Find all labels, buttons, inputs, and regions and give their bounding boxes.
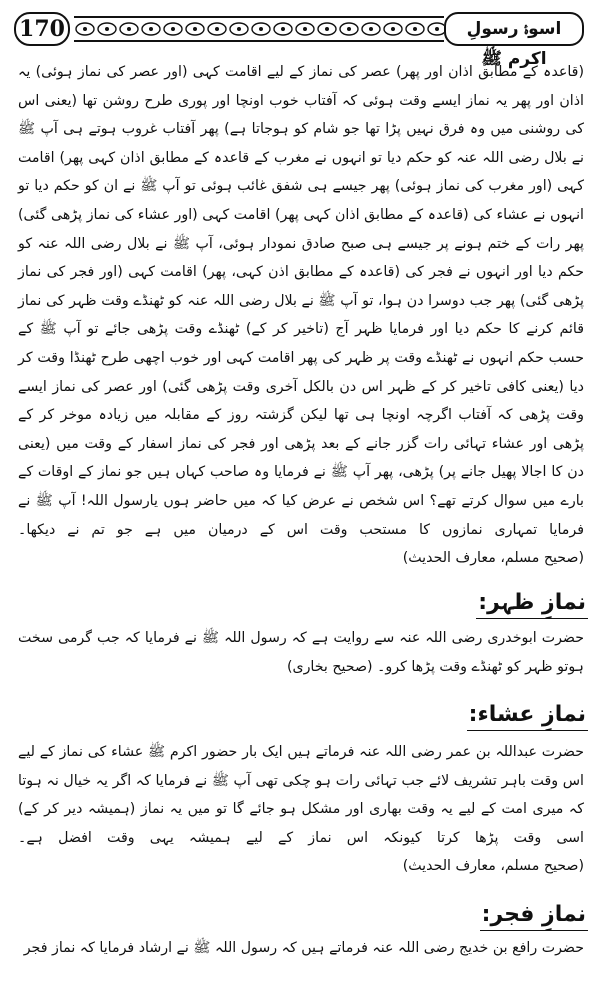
paragraph-isha-text: حضرت عبداللہ بن عمر رضی اللہ عنہ فرماتے ہیں ایک بار حضور اکرم ﷺ عشاء کی نماز کے لیے اس وقت باہر تشریف لائے جب تہائی رات ہو چکی تھی آپ ﷺ نے فرمایا کہ اگر یہ خیال نہ ہوتا کہ میری امت کے لیے یہ وقت بھاری اور مشکل ہو جائے گا تو میں یہ نماز (ہمیشہ دیر کر کے) اسی وقت پڑھا کرتا کیونکہ اس نماز کے لیے ہمیشہ یہی وقت افضل ہے۔ — [18, 744, 584, 846]
main-paragraph-source: (صحیح مسلم، معارف الحدیث) — [402, 550, 584, 567]
main-paragraph — [18, 58, 584, 573]
heading-zuhr: نمازِ ظہر: — [476, 588, 588, 619]
paragraph-zuhr-text: حضرت ابوخدری رضی اللہ عنہ سے روایت ہے کہ رسول اللہ ﷺ نے فرمایا کہ جب گرمی سخت ہوتو ظہر کو ٹھنڈے وقت پڑھا کرو۔ — [18, 630, 584, 675]
page-number: 170 — [14, 12, 70, 46]
header-ornament — [74, 16, 444, 42]
heading-isha: نمازِ عشاء: — [467, 700, 588, 731]
paragraph-isha-source: (صحیح مسلم، معارف الحدیث) — [402, 858, 584, 875]
page-header — [14, 12, 584, 69]
running-title: اسوۂ رسولِ اکرم ﷺ — [444, 12, 584, 46]
ornament-pattern — [74, 18, 444, 40]
paragraph-zuhr-source: (صحیح بخاری) — [286, 658, 373, 675]
paragraph-fajr-text: حضرت رافع بن خدیج رضی اللہ عنہ فرماتے ہیں کہ رسول اللہ ﷺ نے ارشاد فرمایا کہ نماز فجر — [23, 940, 584, 956]
paragraph-isha — [18, 738, 584, 881]
paragraph-fajr — [18, 934, 584, 963]
main-paragraph-text: (قاعدہ کے مطابق اذان اور پھر) عصر کی نماز کے لیے اقامت کہی (اور عصر کی نماز ہوئی) یہ اذان اور پھر یہ نماز ایسے وقت ہوئی کہ آفتاب خوب اونچا اور پوری طرح روشن تھا (یعنی اس کی روشنی میں وہ فرق نہیں پڑا تھا جو شام کو ہوجاتا ہے) پھر آفتاب غروب ہوتے ہی آپ ﷺ نے بلال رضی اللہ عنہ کو حکم دیا تو انہوں نے مغرب کے قاعدہ کے مطابق اذان کہی پھر) اقامت کہی (اور مغرب کی نماز ہوئی) پھر جیسے ہی شفق غائب ہوئی تو آپ ﷺ نے ان کو حکم دیا تو انہوں نے عشاء کی (قاعدہ کے مطابق اذان کہی پھر) اقامت کہی (اور عشاء کی نماز پڑھی گئی) پھر رات کے ختم ہونے پر جیسے ہی صبح صادق نمودار ہوئی، آپ ﷺ نے بلال رضی اللہ عنہ کو حکم دیا اور انہوں نے فجر کی (قاعدہ کے مطابق اذن کہی، پھر) اقامت کہی (اور فجر کی نماز پڑھی گئی) پھر جب دوسرا دن ہوا، تو آپ ﷺ نے بلال رضی اللہ عنہ کو ٹھنڈے وقت ظہر کی نماز قائم کرنے کا حکم دیا اور فرمایا ظہر آج (تاخیر کر کے) ٹھنڈے وقت پڑھی جائے تو آپ ﷺ کے حسب حکم انہوں نے ٹھنڈے وقت پر ظہر کی پھر اقامت کہی اور خوب اچھی طرح ٹھنڈا وقت کر دیا (یعنی کافی تاخیر کر کے ظہر اس دن بالکل آخری وقت پڑھی گئی) اور عصر کی نماز ایسے وقت پڑھی کہ آفتاب اگرچہ اونچا ہی تھا لیکن گزشتہ روز کے مقابلہ میں زیادہ موخر کر کے پڑھی اور عشاء تہائی رات گزر جانے کے بعد پڑھی اور فجر کی نماز اسفار کے وقت میں (یعنی دن کا اجالا پھیل جانے پر) پڑھی، پھر آپ ﷺ نے فرمایا وہ صاحب کہاں ہیں جو نماز کے اوقات کے بارے میں سوال کرتے تھے؟ اس شخص نے عرض کیا کہ میں حاضر ہوں یارسول اللہ! آپ ﷺ نے فرمایا تمہاری نمازوں کا مستحب وقت اس کے درمیان میں ہے جو تم نے دیکھا۔ — [18, 64, 584, 538]
heading-fajr: نمازِ فجر: — [480, 900, 588, 931]
paragraph-zuhr — [18, 624, 584, 681]
